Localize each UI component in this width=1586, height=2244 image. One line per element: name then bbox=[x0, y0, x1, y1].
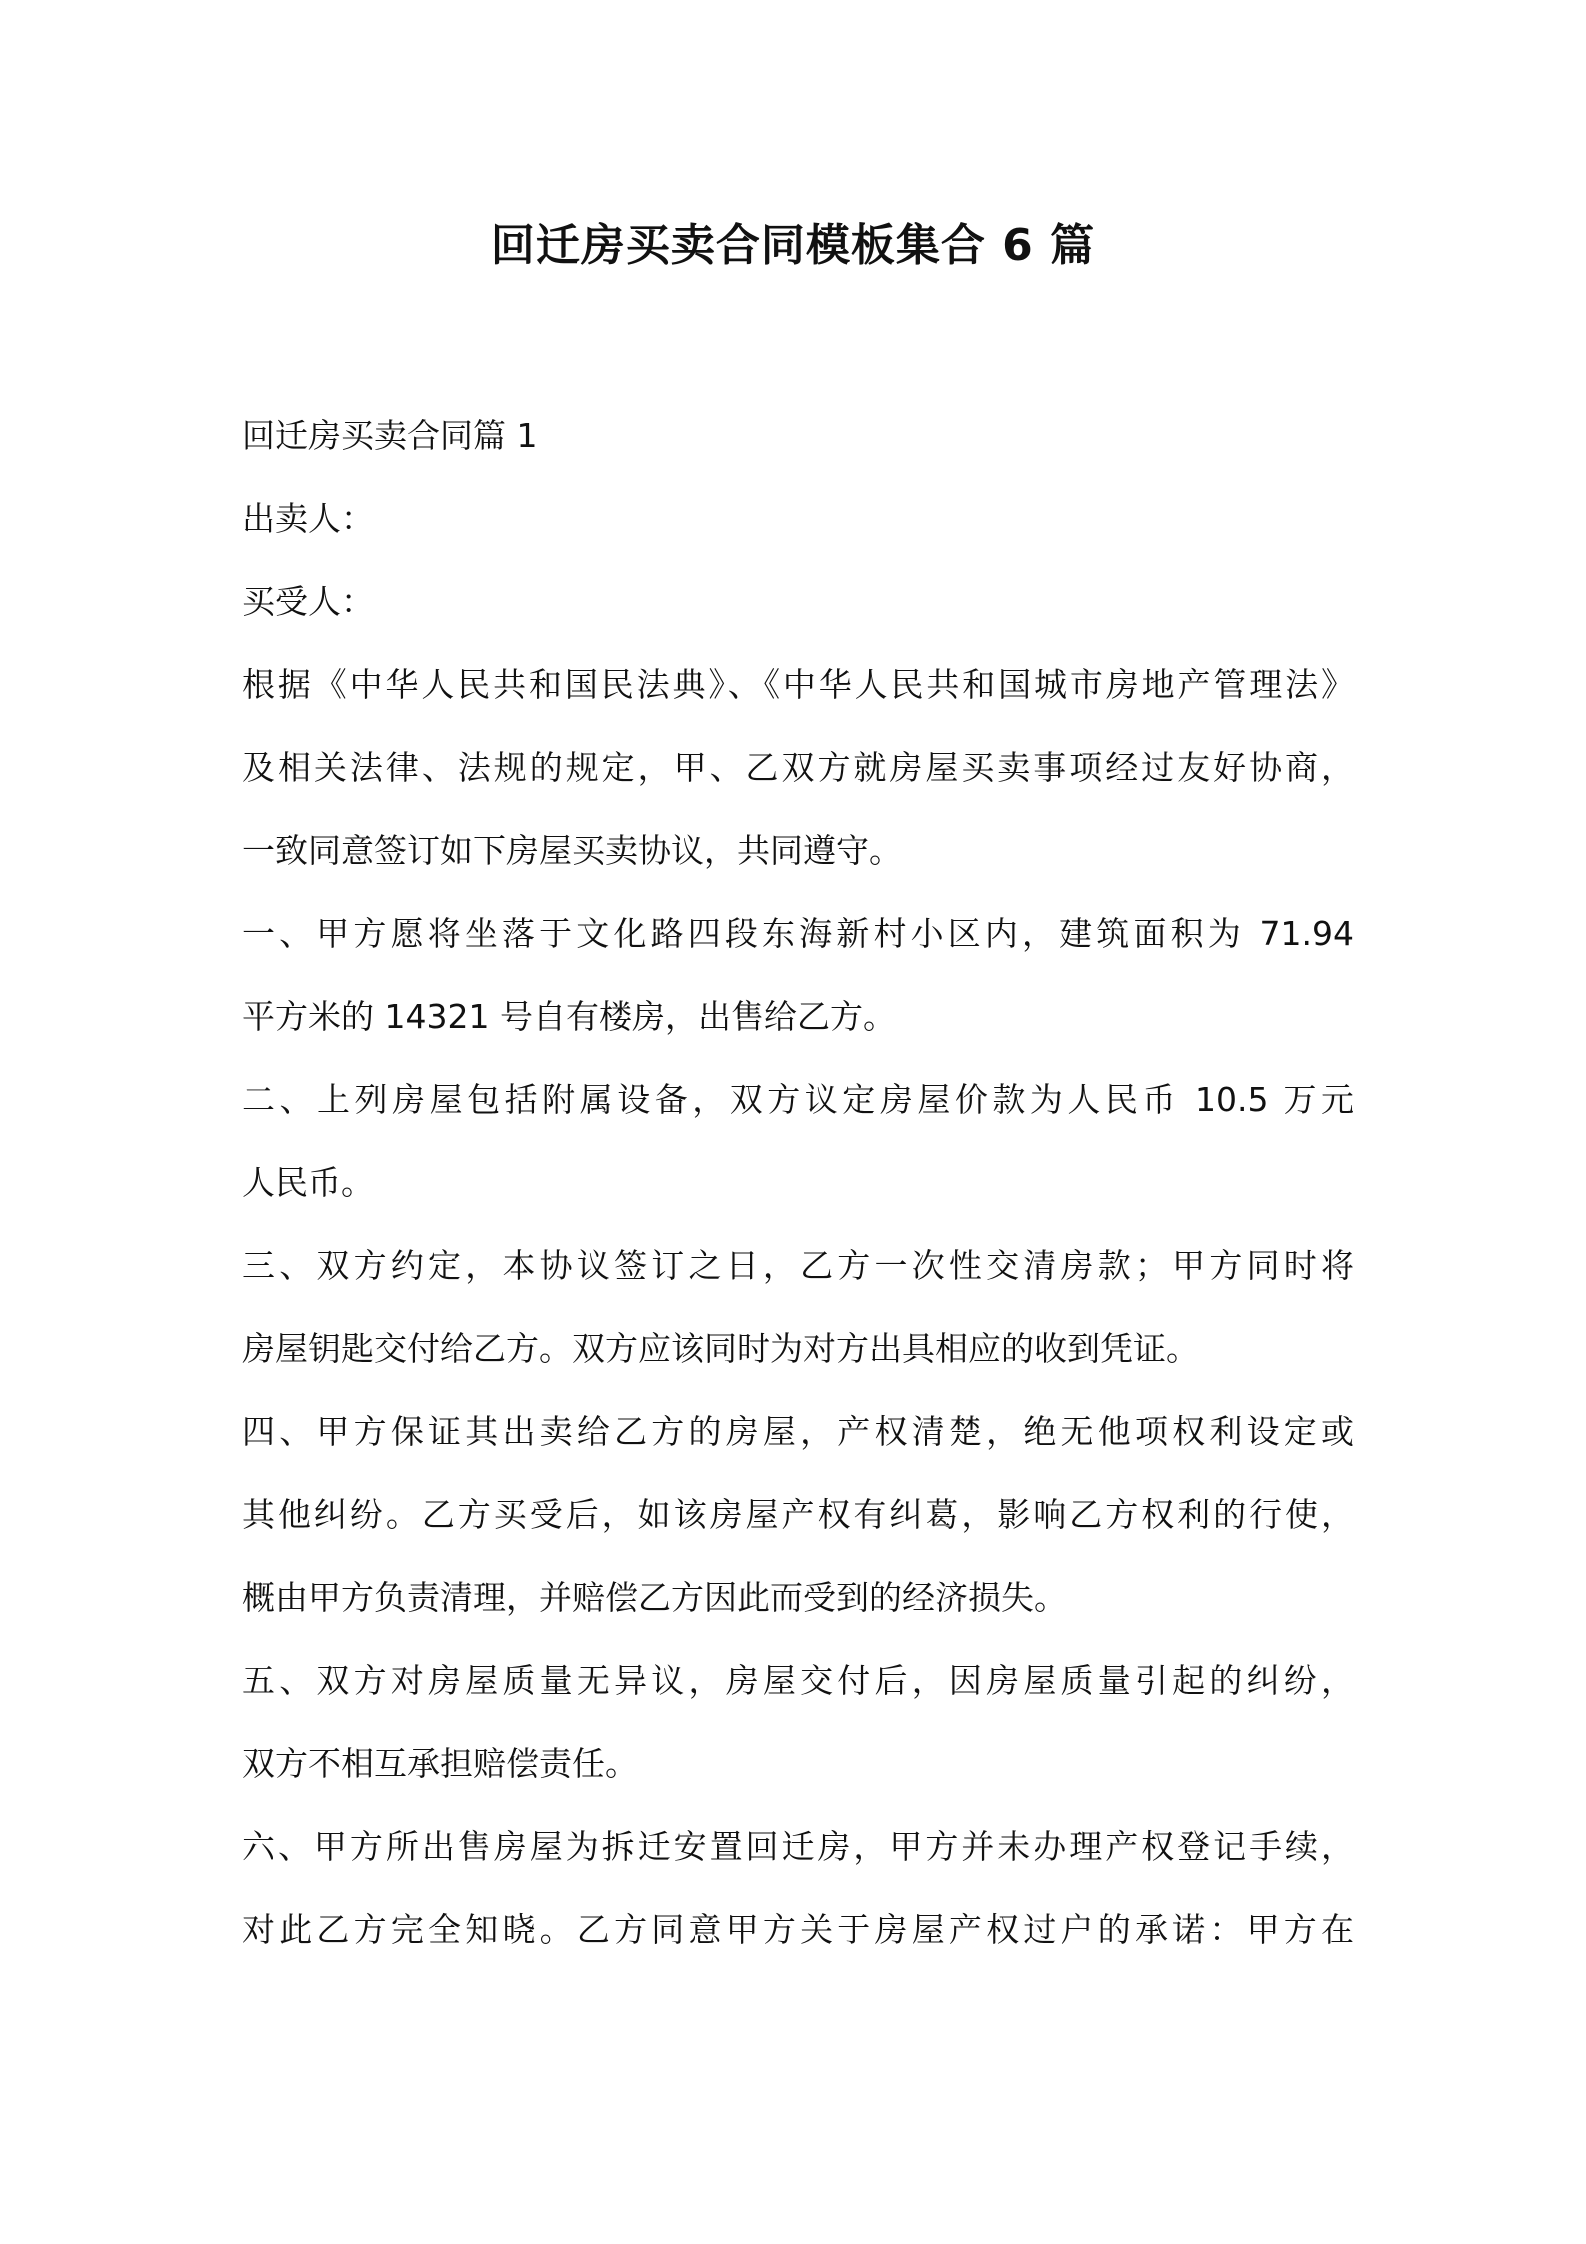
clause-6-line: 对此乙方完全知晓。乙方同意甲方关于房屋产权过户的承诺：甲方在 bbox=[242, 1910, 1354, 1949]
clause-2-line: 人民币。 bbox=[242, 1163, 374, 1202]
clause-1-line: 平方米的 14321 号自有楼房，出售给乙方。 bbox=[242, 997, 896, 1036]
clause-3-line: 三、双方约定，本协议签订之日，乙方一次性交清房款；甲方同时将 bbox=[242, 1246, 1354, 1285]
clause-1-line: 一、甲方愿将坐落于文化路四段东海新村小区内，建筑面积为 71.94 bbox=[242, 914, 1354, 953]
paragraph-line: 根据《中华人民共和国民法典》、《中华人民共和国城市房地产管理法》 bbox=[242, 665, 1354, 704]
clause-4-line: 四、甲方保证其出卖给乙方的房屋，产权清楚，绝无他项权利设定或 bbox=[242, 1412, 1354, 1451]
buyer-label: 买受人： bbox=[242, 582, 374, 621]
clause-6-line: 六、甲方所出售房屋为拆迁安置回迁房，甲方并未办理产权登记手续， bbox=[242, 1827, 1354, 1866]
clause-5-line: 五、双方对房屋质量无异议，房屋交付后，因房屋质量引起的纠纷， bbox=[242, 1661, 1354, 1700]
clause-4-line: 其他纠纷。乙方买受后，如该房屋产权有纠葛，影响乙方权利的行使， bbox=[242, 1495, 1354, 1534]
section-heading: 回迁房买卖合同篇 1 bbox=[242, 416, 538, 455]
paragraph-line: 一致同意签订如下房屋买卖协议，共同遵守。 bbox=[242, 831, 902, 870]
clause-4-line: 概由甲方负责清理，并赔偿乙方因此而受到的经济损失。 bbox=[242, 1578, 1067, 1617]
seller-label: 出卖人： bbox=[242, 499, 374, 538]
clause-3-line: 房屋钥匙交付给乙方。双方应该同时为对方出具相应的收到凭证。 bbox=[242, 1329, 1199, 1368]
document-body bbox=[242, 407, 1354, 1984]
document-title: 回迁房买卖合同模板集合 6 篇 bbox=[490, 220, 1096, 271]
clause-2-line: 二、上列房屋包括附属设备，双方议定房屋价款为人民币 10.5 万元 bbox=[242, 1080, 1354, 1119]
clause-5-line: 双方不相互承担赔偿责任。 bbox=[242, 1744, 638, 1783]
paragraph-line: 及相关法律、法规的规定，甲、乙双方就房屋买卖事项经过友好协商， bbox=[242, 748, 1354, 787]
